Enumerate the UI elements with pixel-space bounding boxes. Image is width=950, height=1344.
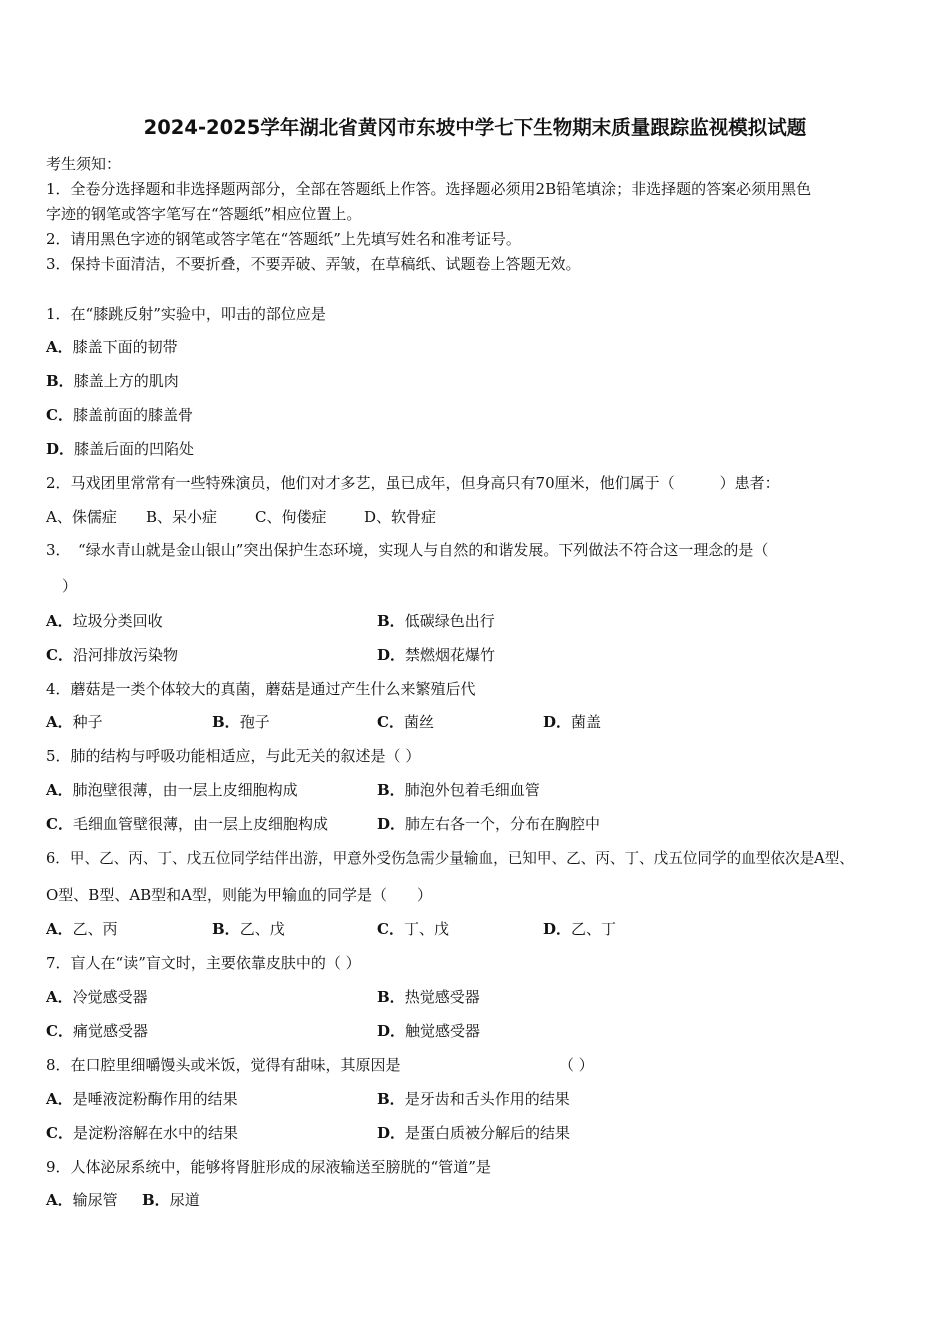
question-8-answer-paren: （ ）	[559, 1056, 594, 1074]
question-3-stem: 3． “绿水青山就是金山银山”突出保护生态环境，实现人与自然的和谐发展。下列做法不符合这一理念的是（	[46, 541, 769, 559]
question-6-stem-2: O型、B型、AB型和A型，则能为甲输血的同学是（ ）	[46, 886, 433, 904]
question-8-option-b: B．是牙齿和舌头作用的结果	[377, 1090, 570, 1108]
question-1-option-c: C．膝盖前面的膝盖骨	[46, 406, 193, 424]
question-1-option-a: A．膝盖下面的韧带	[46, 338, 178, 356]
question-8-option-c: C．是淀粉溶解在水中的结果	[46, 1124, 238, 1142]
question-6-option-b: B．乙、戊	[212, 920, 285, 938]
question-4-options	[46, 711, 906, 732]
question-7-option-b: B．热觉感受器	[377, 988, 480, 1006]
question-2-option-d: D、软骨症	[364, 508, 437, 526]
question-7-option-a: A．冷觉感受器	[46, 988, 148, 1006]
question-8-row-ab	[46, 1088, 906, 1109]
question-9-stem: 9．人体泌尿系统中，能够将肾脏形成的尿液输送至膀胱的“管道”是	[46, 1158, 491, 1176]
question-1-stem: 1．在“膝跳反射”实验中，叩击的部位应是	[46, 305, 326, 323]
question-4-option-a: A．种子	[46, 713, 103, 731]
question-6-options	[46, 918, 906, 939]
question-3-option-c: C．沿河排放污染物	[46, 646, 178, 664]
question-4-stem: 4．蘑菇是一类个体较大的真菌，蘑菇是通过产生什么来繁殖后代	[46, 680, 476, 698]
notice-item: 字迹的钢笔或答字笔写在“答题纸”相应位置上。	[46, 205, 362, 223]
page-title: 2024-2025学年湖北省黄冈市东坡中学七下生物期末质量跟踪监视模拟试题	[143, 116, 807, 139]
question-7-option-c: C．痛觉感受器	[46, 1022, 148, 1040]
question-2-stem: 2．马戏团里常常有一些特殊演员，他们对才多艺，虽已成年，但身高只有70厘米，他们属于（ ）患者：	[46, 474, 780, 492]
question-1-option-d: D．膝盖后面的凹陷处	[46, 440, 195, 458]
question-2-option-c: C、佝偻症	[255, 508, 327, 526]
notice-item: 1．全卷分选择题和非选择题两部分，全部在答题纸上作答。选择题必须用2B铅笔填涂；非选择题的答案必须用黑色	[46, 180, 812, 198]
question-7-stem: 7．盲人在“读”盲文时，主要依靠皮肤中的（ ）	[46, 954, 361, 972]
question-2-option-a: A、侏儒症	[46, 508, 117, 526]
question-7-row-ab	[46, 986, 906, 1007]
question-8-stem: 8．在口腔里细嚼馒头或米饭，觉得有甜味，其原因是	[46, 1056, 401, 1074]
question-9-option-a: A．输尿管	[46, 1191, 118, 1209]
question-6-option-d: D．乙、丁	[543, 920, 617, 938]
question-9-options	[46, 1189, 346, 1210]
question-3-row-ab	[46, 610, 906, 631]
question-3-row-cd	[46, 644, 906, 665]
question-5-option-d: D．肺左右各一个，分布在胸腔中	[377, 815, 601, 833]
question-3-option-b: B．低碳绿色出行	[377, 612, 495, 630]
notice-item: 2．请用黑色字迹的钢笔或答字笔在“答题纸”上先填写姓名和准考证号。	[46, 230, 521, 248]
question-9-option-b: B．尿道	[142, 1191, 200, 1209]
question-6-option-a: A．乙、丙	[46, 920, 118, 938]
question-5-row-ab	[46, 779, 906, 800]
question-1-option-b: B．膝盖上方的肌肉	[46, 372, 179, 390]
question-4-option-c: C．菌丝	[377, 713, 434, 731]
question-2-option-b: B、呆小症	[146, 508, 218, 526]
question-5-option-b: B．肺泡外包着毛细血管	[377, 781, 540, 799]
question-3-stem-end: ）	[62, 577, 78, 595]
question-6-stem: 6．甲、乙、丙、丁、戊五位同学结伴出游，甲意外受伤急需少量输血，已知甲、乙、丙、丁、戊五位同学的血型依次是A型、	[46, 850, 854, 867]
question-8-row-cd	[46, 1122, 906, 1143]
question-4-option-d: D．菌盖	[543, 713, 602, 731]
question-3-option-a: A．垃圾分类回收	[46, 612, 163, 630]
question-5-option-c: C．毛细血管壁很薄，由一层上皮细胞构成	[46, 815, 328, 833]
question-4-option-b: B．孢子	[212, 713, 270, 731]
question-5-stem: 5．肺的结构与呼吸功能相适应，与此无关的叙述是（ ）	[46, 747, 421, 765]
question-7-row-cd	[46, 1020, 906, 1041]
question-5-option-a: A．肺泡壁很薄，由一层上皮细胞构成	[46, 781, 298, 799]
question-8-stem-row	[46, 1054, 906, 1075]
question-8-option-d: D．是蛋白质被分解后的结果	[377, 1124, 571, 1142]
notice-heading: 考生须知：	[46, 155, 122, 173]
question-5-row-cd	[46, 813, 906, 834]
question-6-option-c: C．丁、戊	[377, 920, 449, 938]
question-7-option-d: D．触觉感受器	[377, 1022, 481, 1040]
question-3-option-d: D．禁燃烟花爆竹	[377, 646, 496, 664]
question-8-option-a: A．是唾液淀粉酶作用的结果	[46, 1090, 238, 1108]
notice-item: 3．保持卡面清洁，不要折叠，不要弄破、弄皱，在草稿纸、试题卷上答题无效。	[46, 255, 581, 273]
